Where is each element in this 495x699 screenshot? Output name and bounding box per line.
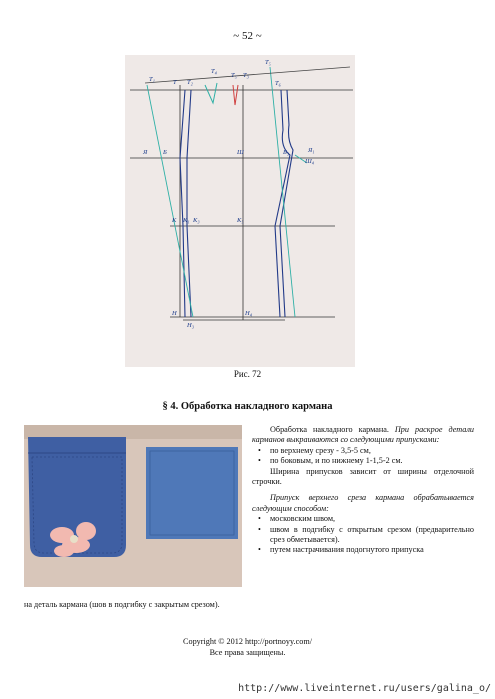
label-k3: К₃ [193,217,200,224]
label-ya: Я [143,149,148,156]
label-t3: T₃ [243,72,249,79]
copyright-link[interactable]: Copyright © 2012 http://portnoyy.com/ [183,637,312,646]
pocket-photo [24,425,242,587]
label-t2: T₂ [187,79,193,86]
label-sh: Ш [237,149,244,156]
methods-list [252,514,474,556]
label-t: T [173,79,177,86]
para2: Ширина припусков зависит от ширины отделочной строчки. [252,466,474,487]
page-number: ~ 52 ~ [233,30,262,42]
footer [0,636,495,658]
continuation-text: на деталь кармана (шов в подгибку с закрытым срезом). [24,600,220,609]
pattern-draft-photo [125,55,355,367]
label-k: К [172,217,177,224]
label-t4: T₄ [211,68,217,75]
label-n3: Н₃ [187,322,194,329]
rights-text: Все права защищены. [209,648,286,657]
label-t6: T₆ [275,80,281,87]
label-k1: К₁ [183,217,190,224]
label-n: Н [172,310,177,317]
label-t-top: T₅ [265,59,271,66]
list-item: • по верхнему срезу - 3,5-5 см, [252,446,474,456]
list-item: • московским швом, [252,514,474,524]
list-item: • швом в подгибку с открытым срезом (предварительно срез обметывается). [252,525,474,546]
allowances-list [252,446,474,467]
label-sh4: Ш₄ [305,158,315,165]
label-n4: Н₄ [245,310,252,317]
section-title: § 4. Обработка накладного кармана [162,401,333,412]
para3: Припуск верхнего среза кармана обрабатывается следующим способом: [252,493,474,513]
label-t1: T₁ [149,76,155,83]
list-item: • путем настрачивания подогнутого припуска [252,545,474,555]
para1-lead: Обработка накладного кармана. [270,425,395,434]
trouser-pattern-drawing [125,55,355,367]
label-k5: К₅ [237,217,244,224]
list-item: • по боковым, и по нижнему 1-1,5-2 см. [252,456,474,466]
patch-pockets-image [24,425,242,587]
label-b3: Б₃ [283,149,290,156]
watermark-url: http://www.liveinternet.ru/users/galina_o/ [238,683,491,694]
label-t5: T₅ [231,72,237,79]
para1-italic: При раскрое детали карманов выкраиваются со следующими припусками: [252,425,474,445]
body-text [252,425,474,556]
label-b: Б [163,149,167,156]
label-ya1: Я₁ [308,147,315,154]
figure-caption: Рис. 72 [233,369,262,379]
